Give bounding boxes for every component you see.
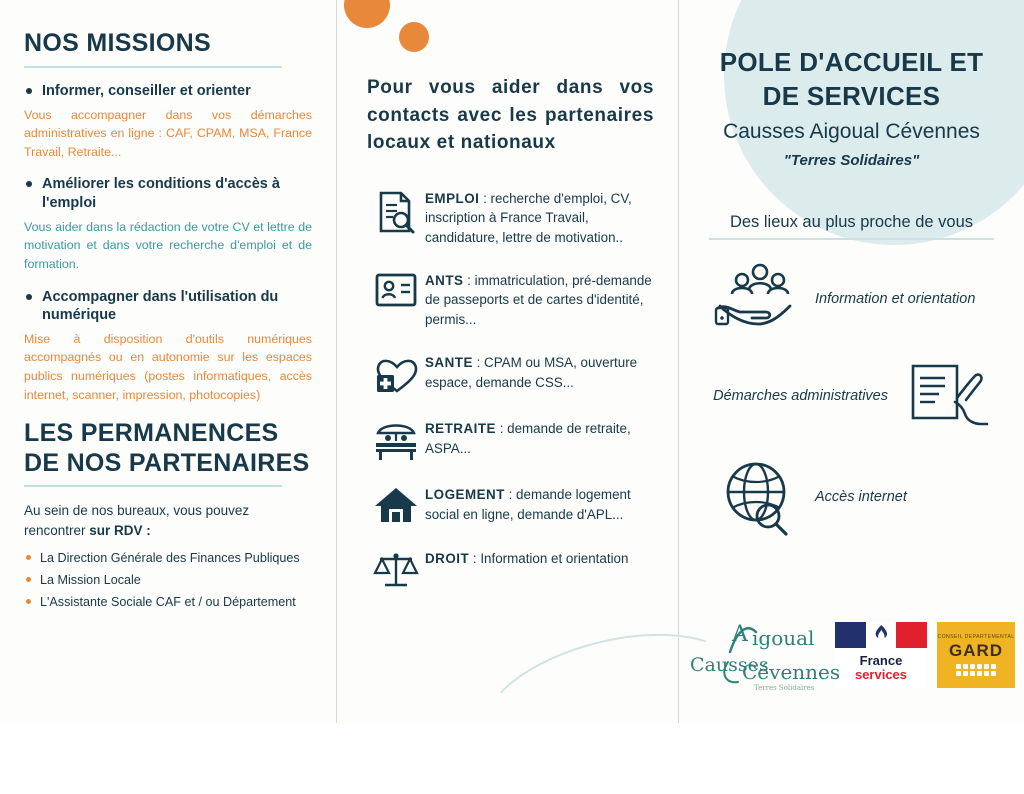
flag-white (866, 622, 897, 648)
service-text-retraite (425, 417, 656, 458)
mission-body-1: Vous accompagner dans vos démarches administratives en ligne : CAF, CPAM, MSA, France Travail, Retraite... (24, 107, 312, 159)
feature-label-3: Accès internet (815, 489, 907, 506)
service-label-droit: DROIT (425, 551, 470, 567)
service-row-emploi (367, 187, 656, 247)
logo-word-igoual: igoual (752, 626, 815, 650)
services-heading: Pour vous aider dans vos contacts avec les partenaires locaux et nationaux (367, 77, 654, 154)
document-hand-icon (888, 358, 998, 434)
permanences-intro-text: Au sein de nos bureaux, vous pouvez rencontrer (24, 503, 250, 539)
feature-information-orientation (705, 260, 998, 338)
page-quote: "Terres Solidaires" (783, 152, 920, 170)
france-services-text (835, 648, 927, 688)
service-row-droit (367, 547, 656, 591)
permanences-intro (24, 501, 312, 542)
mission-item-1: Informer, conseiller et orienter (24, 82, 312, 100)
lieux-rule (709, 238, 994, 240)
flag-blue (835, 622, 866, 648)
page-subtitle: Causses Aigoual Cévennes (723, 120, 980, 144)
flag-red (896, 622, 927, 648)
service-desc-sante: : CPAM ou MSA, ouverture espace, demande CSS... (425, 355, 638, 390)
gard-name: GARD (948, 640, 1004, 660)
hand-people-icon (705, 260, 815, 338)
service-desc-emploi: : recherche d'emploi, CV, inscription à France Travail, candidature, lettre de motivation.. (425, 190, 632, 245)
service-desc-droit: : Information et orientation (469, 551, 629, 567)
mission-item-3: Accompagner dans l'utilisation du numérique (24, 288, 312, 324)
feature-acces-internet (705, 454, 998, 540)
service-text-emploi (425, 187, 656, 247)
mission-body-3: Mise à disposition d'outils numériques accompagnés ou en autonomie sur les espaces publics numériques (postes informatiques, accès internet, scanner, impression, photocopies) (24, 331, 312, 402)
permanences-rule (24, 485, 282, 487)
logo-strip (690, 605, 1020, 705)
service-text-ants (425, 269, 656, 329)
logo-line-services: services (854, 667, 908, 682)
permanences-title-line1: LES PERMANENCES (24, 419, 279, 448)
service-label-ants: ANTS (425, 272, 464, 288)
permanences-intro-bold: sur RDV : (89, 523, 151, 539)
permanences-title-line2: DE NOS PARTENAIRES (24, 448, 310, 477)
logo-line-france: France (859, 653, 903, 669)
missions-title: NOS MISSIONS (24, 29, 211, 57)
service-row-logement (367, 483, 656, 525)
retirement-bench-icon (367, 417, 425, 461)
lieux-text: Des lieux au plus proche de vous (729, 213, 974, 232)
gard-top-text: CONSEIL DEPARTEMENTAL (937, 634, 1015, 641)
logo-word-terres-solidaires: Terres Solidaires (754, 684, 815, 692)
logo-france-services (835, 622, 927, 688)
mission-body-2: Vous aider dans la rédaction de votre CV et lettre de motivation et dans votre recherche d'emploi et de formation. (24, 219, 312, 271)
gard-dot-grid (956, 664, 996, 676)
list-item: L'Assistante Sociale CAF et / ou Département (24, 594, 312, 610)
panel-missions (0, 0, 336, 723)
list-item: La Direction Générale des Finances Publiques (24, 550, 312, 566)
logo-word-a: A (732, 622, 748, 647)
logo-word-causses: Causses (690, 654, 769, 676)
missions-list-3 (24, 288, 312, 324)
missions-rule (24, 66, 282, 68)
logo-gard (937, 622, 1015, 688)
french-flag-icon (835, 622, 927, 648)
page-title-line1: POLE D'ACCUEIL ET (719, 47, 984, 77)
service-label-emploi: EMPLOI (425, 190, 480, 206)
panel-services (337, 0, 678, 723)
heart-cross-icon (367, 351, 425, 395)
feature-label-2: Démarches administratives (713, 388, 888, 405)
logo-causses-aigoual-cevennes (690, 612, 841, 698)
partners-list (24, 550, 312, 611)
service-text-sante (425, 351, 656, 392)
service-label-retraite: RETRAITE (425, 421, 496, 437)
service-label-sante: SANTE (425, 355, 473, 371)
service-desc-logement: : demande logement social en ligne, demande d'APL... (425, 487, 631, 522)
feature-label-1: Information et orientation (815, 291, 976, 308)
service-label-logement: LOGEMENT (425, 487, 505, 503)
service-row-ants (367, 269, 656, 329)
missions-list (24, 82, 312, 100)
service-row-sante (367, 351, 656, 395)
logo-word-cevennes: Cévennes (742, 660, 841, 684)
service-row-retraite (367, 417, 656, 461)
document-search-icon (367, 187, 425, 235)
globe-search-icon (705, 454, 815, 540)
scales-justice-icon (367, 547, 425, 591)
feature-demarches-administratives (705, 358, 998, 434)
service-desc-retraite: : demande de retraite, ASPA... (425, 421, 631, 456)
service-text-logement (425, 483, 656, 524)
page-title-line2: DE SERVICES (762, 80, 941, 111)
house-icon (367, 483, 425, 525)
mission-item-2: Améliorer les conditions d'accès à l'emploi (24, 175, 312, 211)
missions-list-2 (24, 175, 312, 211)
id-card-icon (367, 269, 425, 309)
service-desc-ants: : immatriculation, pré-demande de passeports et de cartes d'identité, permis... (425, 272, 652, 327)
list-item: La Mission Locale (24, 572, 312, 588)
service-text-droit (425, 547, 628, 568)
